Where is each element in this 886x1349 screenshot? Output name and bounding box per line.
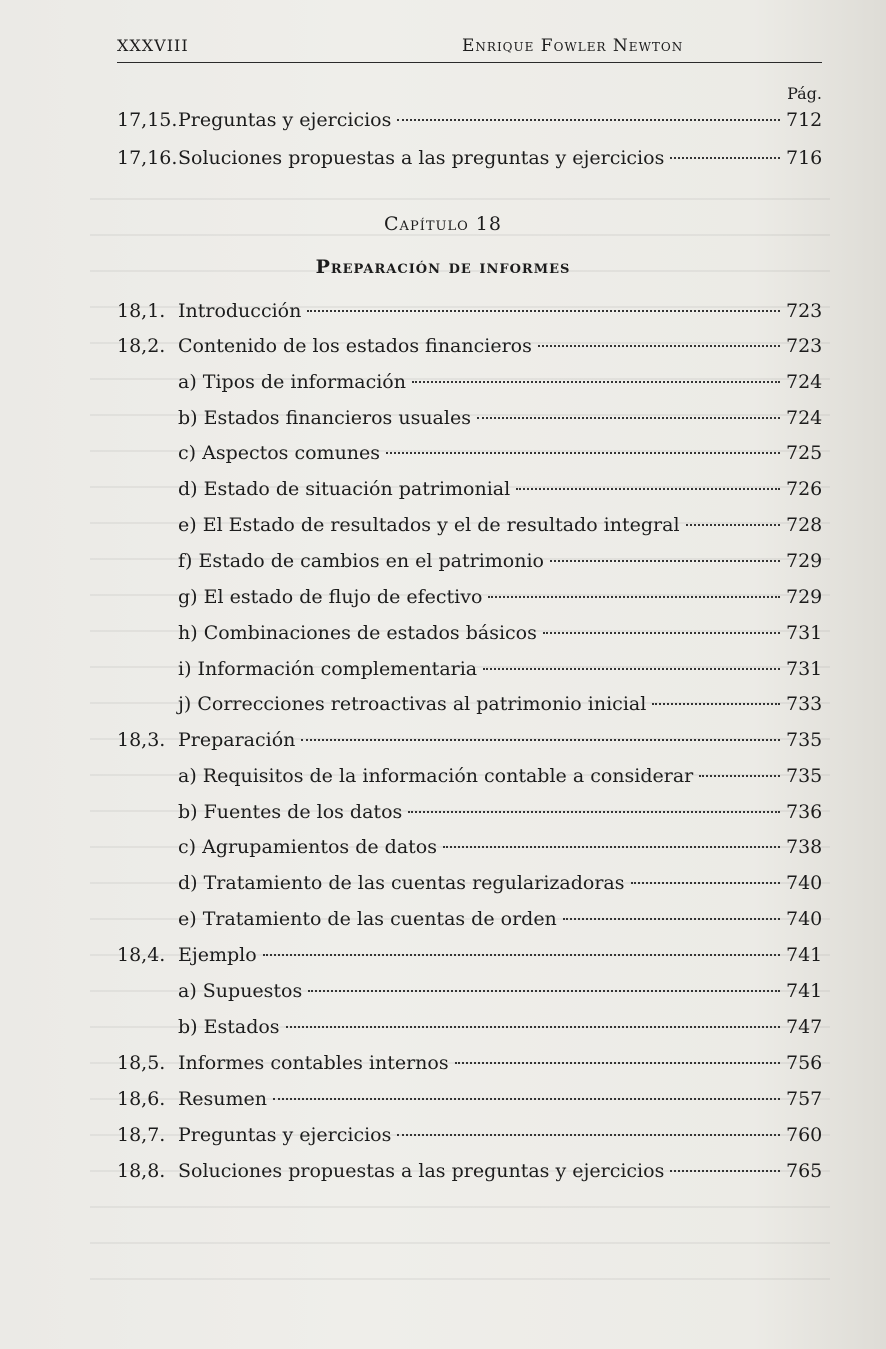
section-title: e) Tratamiento de las cuentas de orden — [178, 908, 557, 930]
section-title: d) Estado de situación patrimonial — [178, 478, 511, 500]
page-number: 724 — [786, 407, 823, 429]
section-number: 18,3. — [117, 729, 166, 751]
page-number: 729 — [786, 550, 823, 572]
toc-entry — [0, 510, 886, 540]
section-title: Preguntas y ejercicios — [178, 109, 392, 131]
section-title: b) Estados financieros usuales — [178, 407, 471, 429]
page-number: 728 — [786, 514, 823, 536]
dot-leader — [516, 488, 780, 490]
page-number: 756 — [786, 1052, 823, 1074]
section-title: b) Fuentes de los datos — [178, 801, 403, 823]
toc-entry — [0, 331, 886, 361]
dot-leader — [699, 775, 780, 777]
page-number: 726 — [786, 478, 823, 500]
page-number: 723 — [786, 300, 823, 322]
dot-leader — [538, 345, 780, 347]
toc-entry — [0, 904, 886, 934]
page-number: 735 — [786, 729, 823, 751]
toc-entry — [0, 474, 886, 504]
section-title: c) Agrupamientos de datos — [178, 836, 437, 858]
toc-entry — [0, 105, 886, 135]
page-number: 731 — [786, 622, 823, 644]
page-column-label: Pág. — [787, 84, 822, 103]
dot-leader — [397, 1134, 780, 1136]
section-title: Ejemplo — [178, 944, 257, 966]
dot-leader — [670, 1170, 780, 1172]
toc-entry — [0, 403, 886, 433]
page-number: 731 — [786, 658, 823, 680]
page-number: 740 — [786, 908, 823, 930]
dot-leader — [686, 524, 780, 526]
page-number: 741 — [786, 944, 823, 966]
section-number: 18,8. — [117, 1160, 166, 1182]
dot-leader — [488, 596, 780, 598]
section-title: d) Tratamiento de las cuentas regularizadoras — [178, 872, 625, 894]
toc-entry — [0, 1012, 886, 1042]
section-number: 18,2. — [117, 335, 166, 357]
toc-entry — [0, 1120, 886, 1150]
page-number: 747 — [786, 1016, 823, 1038]
dot-leader — [563, 918, 780, 920]
section-number: 18,1. — [117, 300, 166, 322]
toc-entry — [0, 618, 886, 648]
page-number: 738 — [786, 836, 823, 858]
page-number: 723 — [786, 335, 823, 357]
dot-leader — [652, 703, 780, 705]
page-folio: XXXVIII — [117, 36, 189, 55]
dot-leader — [412, 381, 780, 383]
dot-leader — [543, 632, 780, 634]
toc-entry — [0, 832, 886, 862]
dot-leader — [307, 310, 780, 312]
toc-entry — [0, 143, 886, 173]
dot-leader — [273, 1098, 780, 1100]
section-number: 18,4. — [117, 944, 166, 966]
dot-leader — [670, 157, 780, 159]
section-title: Resumen — [178, 1088, 268, 1110]
toc-entry — [0, 689, 886, 719]
page-number: 765 — [786, 1160, 823, 1182]
dot-leader — [631, 882, 781, 884]
toc-entry — [0, 761, 886, 791]
section-number: 18,5. — [117, 1052, 166, 1074]
page-number: 725 — [786, 442, 823, 464]
dot-leader — [301, 739, 780, 741]
section-title: j) Correcciones retroactivas al patrimonio inicial — [178, 693, 647, 715]
section-title: Introducción — [178, 300, 302, 322]
page-number: 736 — [786, 801, 823, 823]
toc-entry — [0, 654, 886, 684]
toc-entry — [0, 1048, 886, 1078]
section-number: 17,16. — [117, 147, 178, 169]
toc-entry — [0, 296, 886, 326]
dot-leader — [386, 452, 780, 454]
section-title: Preparación — [178, 729, 296, 751]
page-number: 712 — [786, 109, 823, 131]
toc-entry — [0, 582, 886, 612]
section-title: Contenido de los estados financieros — [178, 335, 532, 357]
dot-leader — [483, 668, 780, 670]
section-title: Soluciones propuestas a las preguntas y ejercicios — [178, 1160, 665, 1182]
toc-entry — [0, 976, 886, 1006]
dot-leader — [286, 1026, 780, 1028]
dot-leader — [308, 990, 780, 992]
section-title: Soluciones propuestas a las preguntas y ejercicios — [178, 147, 665, 169]
section-title: h) Combinaciones de estados básicos — [178, 622, 537, 644]
page-number: 735 — [786, 765, 823, 787]
toc-entry — [0, 1156, 886, 1186]
toc-entry — [0, 546, 886, 576]
page-number: 760 — [786, 1124, 823, 1146]
page-number: 757 — [786, 1088, 823, 1110]
section-title: Informes contables internos — [178, 1052, 449, 1074]
page-number: 741 — [786, 980, 823, 1002]
section-number: 17,15. — [117, 109, 178, 131]
dot-leader — [455, 1062, 780, 1064]
toc-entry — [0, 725, 886, 755]
section-title: i) Información complementaria — [178, 658, 478, 680]
dot-leader — [263, 954, 780, 956]
section-title: f) Estado de cambios en el patrimonio — [178, 550, 544, 572]
page-number: 716 — [786, 147, 823, 169]
dot-leader — [443, 846, 780, 848]
dot-leader — [397, 119, 780, 121]
page-number: 729 — [786, 586, 823, 608]
running-header — [117, 32, 822, 63]
section-title: Preguntas y ejercicios — [178, 1124, 392, 1146]
section-title: g) El estado de flujo de efectivo — [178, 586, 483, 608]
section-number: 18,6. — [117, 1088, 166, 1110]
chapter-label: Capítulo 18 — [384, 213, 502, 235]
toc-entry — [0, 438, 886, 468]
page-number: 733 — [786, 693, 823, 715]
toc-entry — [0, 940, 886, 970]
toc-entry — [0, 367, 886, 397]
toc-entry — [0, 1084, 886, 1114]
section-title: b) Estados — [178, 1016, 280, 1038]
chapter-title: Preparación de informes — [315, 256, 571, 278]
section-title: a) Requisitos de la información contable a considerar — [178, 765, 694, 787]
dot-leader — [477, 417, 780, 419]
section-number: 18,7. — [117, 1124, 166, 1146]
section-title: c) Aspectos comunes — [178, 442, 381, 464]
running-author: Enrique Fowler Newton — [462, 36, 684, 56]
page-number: 724 — [786, 371, 823, 393]
toc-entry — [0, 797, 886, 827]
dot-leader — [408, 811, 780, 813]
section-title: a) Tipos de información — [178, 371, 406, 393]
dot-leader — [550, 560, 780, 562]
toc-entry — [0, 868, 886, 898]
page-number: 740 — [786, 872, 823, 894]
section-title: e) El Estado de resultados y el de resultado integral — [178, 514, 680, 536]
section-title: a) Supuestos — [178, 980, 303, 1002]
